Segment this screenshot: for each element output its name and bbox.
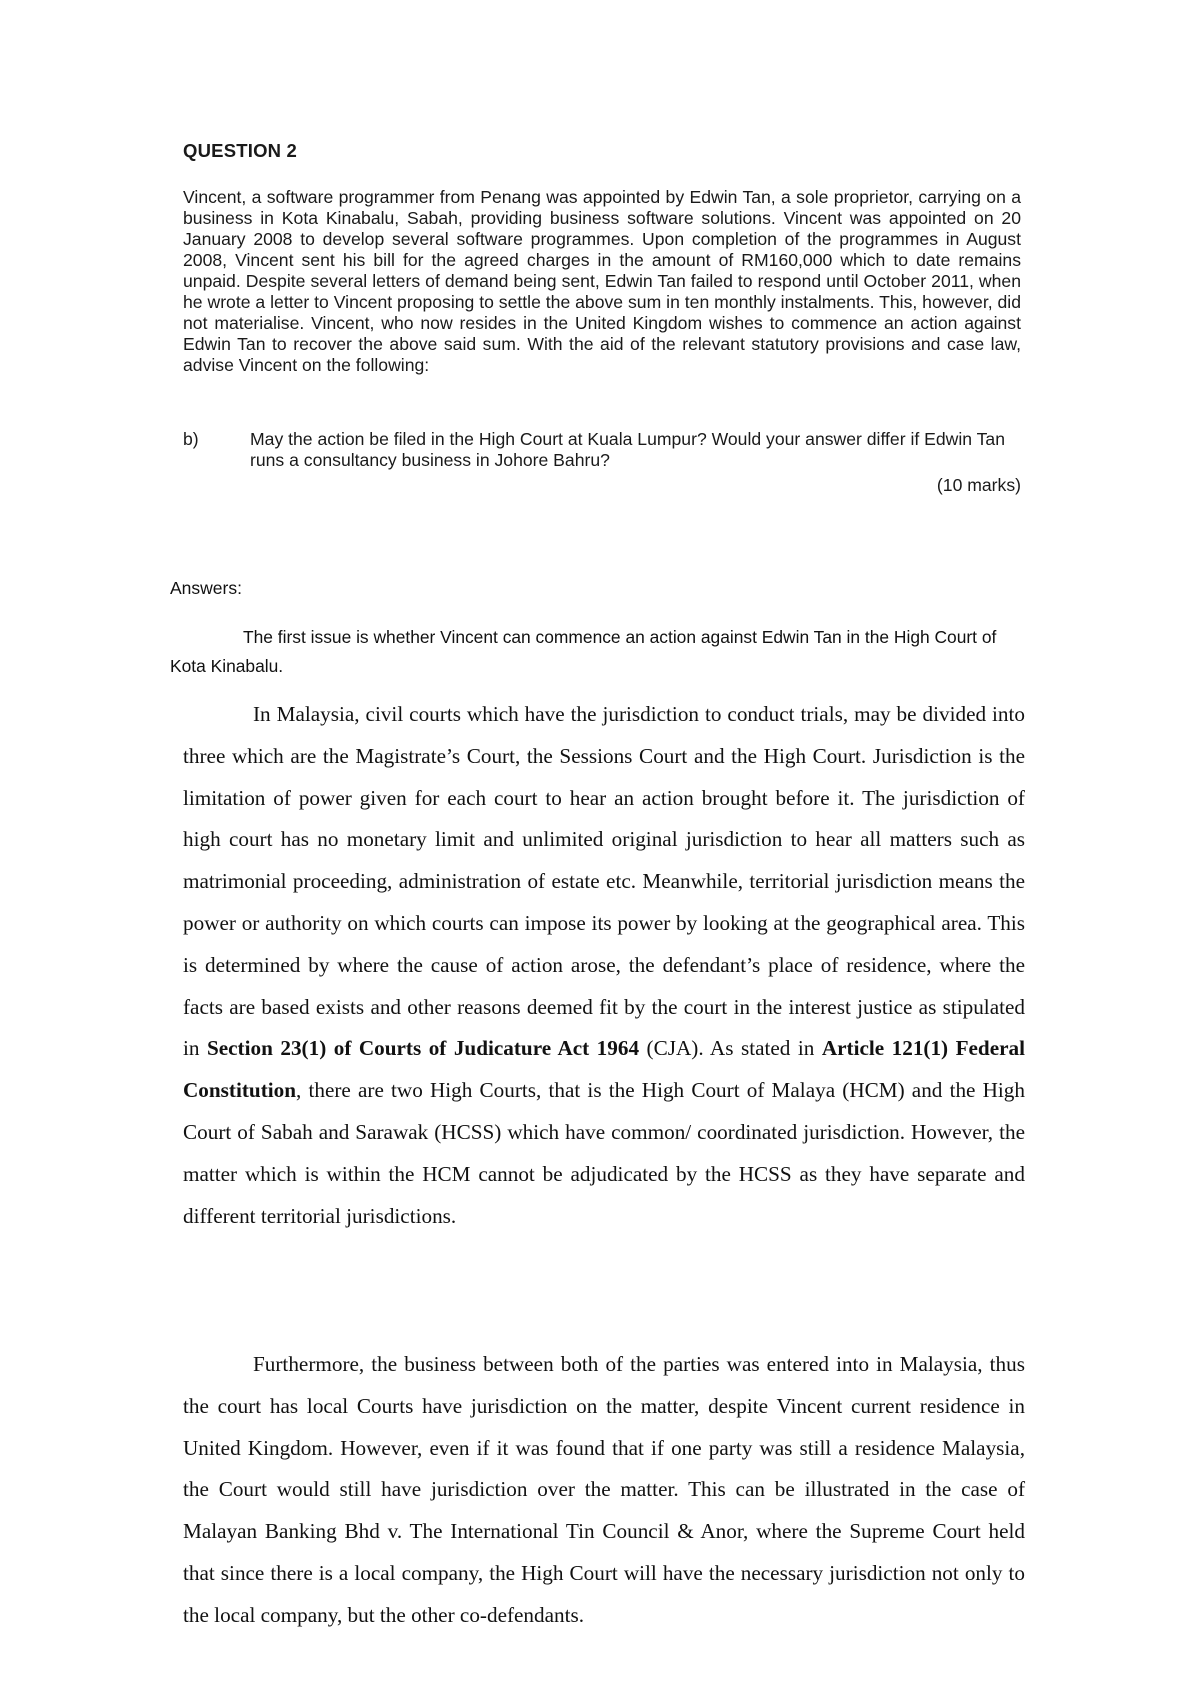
answer-paragraph-1-part1: In Malaysia, civil courts which have the jurisdiction to conduct trials, may be divided into three which are the Magistrate’s Court, the Sessions Court and the High Court. Jurisdiction is the limitation of power given for each court to hear an action brought before it. The jurisdiction of high court has no monetary limit and unlimited original jurisdiction to hear all matters such as matrimonial proceeding, administration of estate etc. Meanwhile, territorial jurisdiction means the power or authority on which courts can impose its power by looking at the geographical area. This is determined by where the cause of action arose, the defendant’s place of residence, where the facts are based exists and other reasons deemed fit by the court in the interest justice as stipulated in — [183, 702, 1025, 1061]
answers-heading: Answers: — [170, 578, 242, 598]
first-issue-statement — [170, 623, 1036, 681]
answer-paragraph-1 — [183, 694, 1025, 1237]
question-part-text: May the action be filed in the High Court at Kuala Lumpur? Would your answer differ if Edwin Tan runs a consultancy business in Johore Bahru? — [250, 429, 1005, 470]
answer-paragraph-1-part2: (CJA). As stated in — [639, 1036, 822, 1061]
answer-paragraph-2 — [183, 1344, 1025, 1637]
question-marks: (10 marks) — [936, 475, 1021, 495]
first-issue-text: The first issue is whether Vincent can commence an action against Edwin Tan in the High Court of Kota Kinabalu. — [170, 627, 997, 676]
question-block — [183, 140, 1021, 496]
constitution-reference: Article 121(1) Federal Constitution — [183, 1036, 1026, 1103]
question-part-b — [183, 429, 1021, 496]
question-heading: QUESTION 2 — [183, 140, 298, 161]
answer-paragraph-2-text: Furthermore, the business between both of the parties was entered into in Malaysia, thus the court has local Courts have jurisdiction on the matter, despite Vincent current residence in United Kingdom. However, even if it was found that if one party was still a residence Malaysia, the Court would still have jurisdiction over the matter. This can be illustrated in the case of Malayan Banking Bhd v. The International Tin Council & Anor, where the Supreme Court held that since there is a local company, the High Court will have the necessary jurisdiction not only to the local company, but the other co-defendants. — [183, 1352, 1025, 1627]
question-part-label: b) — [183, 429, 199, 449]
answer-paragraph-1-part3: , there are two High Courts, that is the High Court of Malaya (HCM) and the High Court of Sabah and Sarawak (HCSS) which have common/ coordinated jurisdiction. However, the matter which is within the HCM cannot be adjudicated by the HCSS as they have separate and different territorial jurisdictions. — [183, 1078, 1025, 1228]
statute-reference-cja: Section 23(1) of Courts of Judicature Act 1964 — [206, 1036, 640, 1061]
question-body: Vincent, a software programmer from Penang was appointed by Edwin Tan, a sole proprietor, carrying on a business in Kota Kinabalu, Sabah, providing business software solutions. Vincent was appointed on 20 January 2008 to develop several software programmes. Upon completion of the programmes in August 2008, Vincent sent his bill for the agreed charges in the amount of RM160,000 which to date remains unpaid. Despite several letters of demand being sent, Edwin Tan failed to respond until October 2011, when he wrote a letter to Vincent proposing to settle the above sum in ten monthly instalments. This, however, did not materialise. Vincent, who now resides in the United Kingdom wishes to commence an action against Edwin Tan to recover the above said sum. With the aid of the relevant statutory provisions and case law, advise Vincent on the following: — [183, 187, 1021, 375]
